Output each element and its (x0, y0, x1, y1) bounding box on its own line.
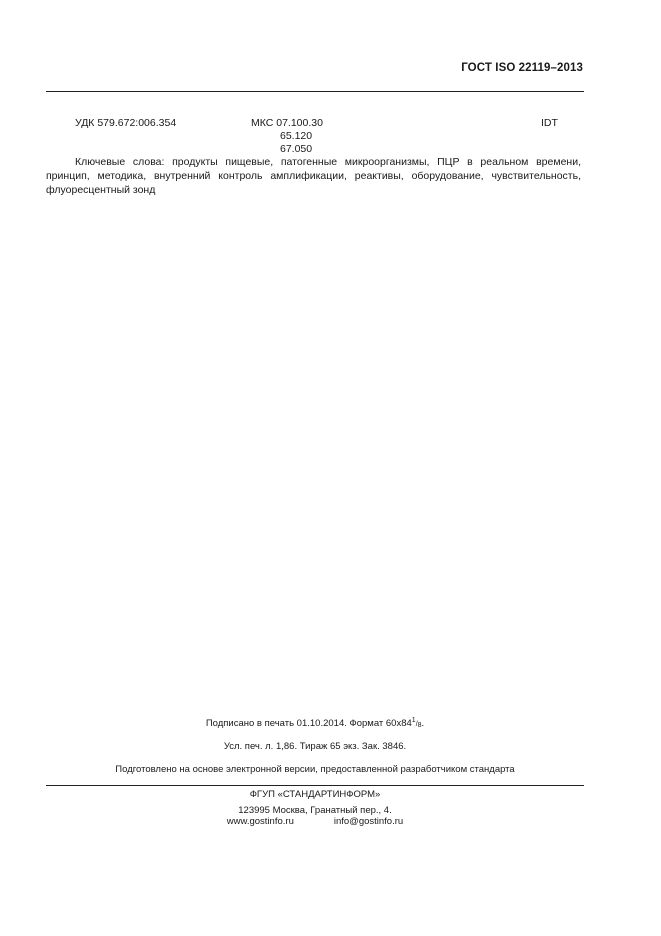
format-numerator: 1 (411, 717, 416, 724)
publisher-contacts (46, 816, 584, 827)
publisher-name: ФГУП «СТАНДАРТИНФОРМ» (249, 789, 381, 800)
keywords-paragraph: Ключевые слова: продукты пищевые, патогенные микроорганизмы, ПЦР в реальном времени, принцип, методика, внутренний контроль амплификации, реактивы, оборудование, чувствительность, флуоресцентный зонд (46, 156, 581, 196)
idt-label: IDT (541, 117, 558, 129)
email-link[interactable]: info@gostinfo.ru (333, 816, 404, 827)
website-link[interactable]: www.gostinfo.ru (226, 816, 294, 827)
imprint-signed-suffix: . (421, 718, 425, 729)
publisher-address: 123995 Москва, Гранатный пер., 4. (238, 805, 392, 816)
imprint-signed-text: Подписано в печать 01.10.2014. Формат 60х84 (205, 718, 412, 729)
format-denominator: 8 (417, 722, 422, 729)
mks-code-first: МКС 07.100.30 (251, 117, 323, 129)
format-fraction: $^1/_8$ (411, 717, 422, 729)
mks-codes (251, 117, 323, 156)
mks-code-second: 65.120 (280, 130, 313, 142)
footer-rule (46, 785, 584, 786)
imprint-signed-line (46, 717, 584, 729)
header-rule (46, 91, 584, 92)
document-code: ГОСТ ISO 22119–2013 (461, 62, 583, 74)
mks-code-third: 67.050 (280, 143, 313, 155)
udk-code: УДК 579.672:006.354 (75, 117, 177, 129)
imprint-prepared-line: Подготовлено на основе электронной версии, предоставленной разработчиком стандарта (115, 764, 515, 775)
imprint-print-line: Усл. печ. л. 1,86. Тираж 65 экз. Зак. 3846. (223, 741, 407, 752)
